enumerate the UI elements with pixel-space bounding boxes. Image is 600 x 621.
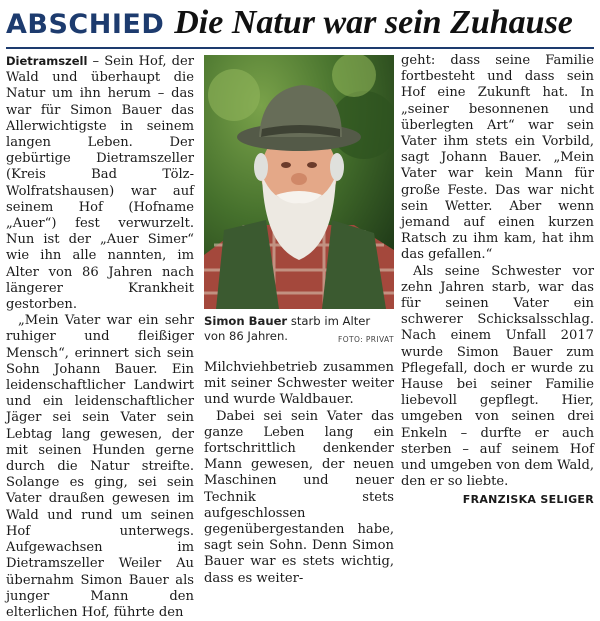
paragraph-text: – Sein Hof, der Wald und überhaupt die Natur um ihn herum – das war für Simon Bauer das Allerwichtigste in seinem langen Leben. Der gebürtige Dietramszeller (Kreis Bad Tölz-Wolfratshausen) war auf seinem Hof (Hofname „Auer“) fest verwurzelt. Nun ist der „Auer Simer“ wie ihn alle nannten, im Alter von 86 Jahren nach längerer Krankheit gestorben. [6,54,194,313]
author-byline: FRANZISKA SELIGER [462,493,594,507]
paragraph: Dabei sei sein Vater das ganze Leben lang ein fortschrittlich denkender Mann gewesen, der neuen Maschinen und neuer Technik stets aufgeschlossen gegenübergestanden habe, sagt sein Sohn. Denn Simon Bauer war es stets wichtig, dass es weiter- [204,408,394,586]
photo-credit: FOTO: PRIVAT [337,335,394,344]
headline: Die Natur war sein Zuhause [174,4,573,41]
dateline: Dietramszell [6,54,88,68]
article-header [6,4,594,46]
paragraph: Milchviehbetrieb zusammen mit seiner Schwester weiter und wurde Waldbauer. [204,360,394,408]
article-column-2 [204,360,394,587]
paragraph: Als seine Schwester vor zehn Jahren starb, war das für seinen Vater ein schwerer Schicksalsschlag. Nach einem Unfall 2017 wurde Simon Bauer zum Pflegefall, doch er wurde zu Hause bei seiner Familie liebevoll gepflegt. Hier, umgeben von seinen drei Enkeln – durfte er auch sterben – auf seinem Hof und umgeben von dem Wald, den er so liebte. [401,263,594,490]
article-column-3 [401,53,594,509]
section-kicker: ABSCHIED [6,9,165,40]
article-column-1 [6,53,194,621]
paragraph: „Mein Vater war ein sehr ruhiger und fleißiger Mensch“, erinnert sich sein Sohn Johann Bauer. Ein leidenschaftlicher Landwirt und ein leidenschaftlicher Jäger sei sein Vater sein Lebtag lang gewesen, der mit seinen Hunden gerne durch die Natur streifte. Solange es ging, sei sein Vater draußen gewesen im Wald und rund um seinen Hof unterwegs. Aufgewachsen im Dietramszeller Weiler Au übernahm Simon Bauer als junger Mann den elterlichen Hof, führte den [6,313,194,620]
caption-text: starb im Alter von 86 Jahren. [204,314,371,343]
portrait-illustration [204,55,394,309]
paragraph [6,53,194,313]
portrait-photo [204,55,394,309]
header-rule [6,47,594,49]
caption-name: Simon Bauer [204,314,288,328]
paragraph: geht: dass seine Familie fortbesteht und dass sein Hof eine Zukunft hat. In „seiner besonnenen und überlegten Art“ war sein Vater ihm stets ein Vorbild, sagt Johann Bauer. „Mein Vater war kein Mann für große Feste. Das war nicht sein Wetter. Aber wenn jemand auf einen kurzen Ratsch zu ihm kam, hat ihm das gefallen.“ [401,53,594,263]
